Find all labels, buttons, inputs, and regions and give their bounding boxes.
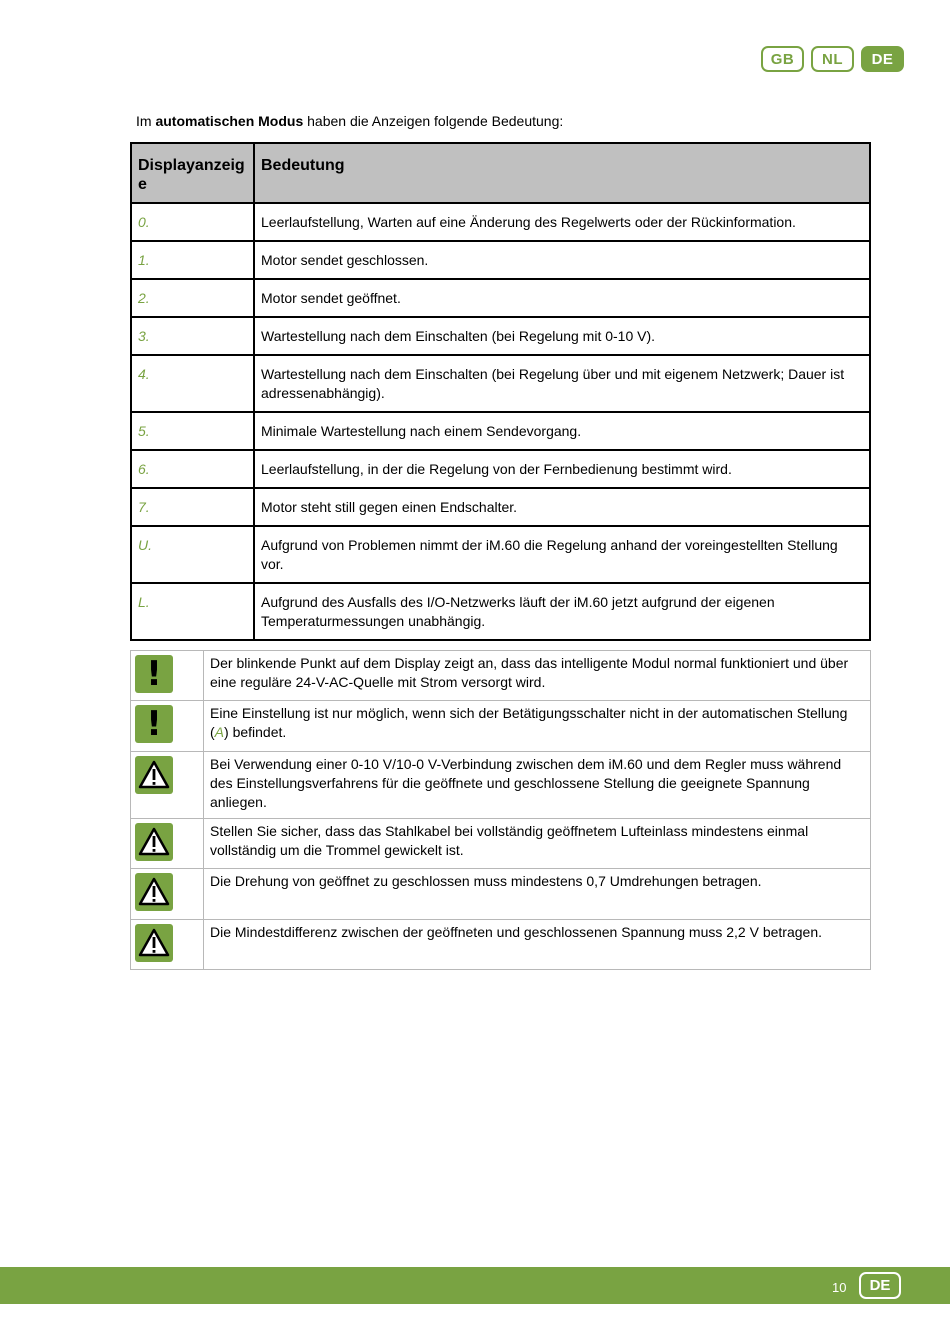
page-number: 10 [832,1280,847,1295]
note-icon-cell [131,819,204,869]
note-text-before: Eine Einstellung ist nur möglich, wenn sich der Betätigungsschalter nicht in der automatischen Stellung ( [210,705,848,740]
display-meaning: Motor steht still gegen einen Endschalter. [254,488,870,526]
table-row [131,317,870,355]
table-row [131,412,870,450]
footer-language-tab: DE [859,1272,901,1299]
table-row [131,203,870,241]
table-row [131,488,870,526]
note-text: Stellen Sie sicher, dass das Stahlkabel bei vollständig geöffnetem Lufteinlass mindestens einmal vollständig um die Trommel gewickelt ist. [204,819,871,869]
note-icon-cell [131,752,204,819]
exclamation-icon: ! [135,705,173,743]
table-header-row [131,143,870,203]
note-row [131,651,871,701]
note-row [131,920,871,970]
display-code: 0. [131,203,254,241]
display-meaning: Minimale Wartestellung nach einem Sendevorgang. [254,412,870,450]
table-row [131,583,870,640]
note-row [131,752,871,819]
note-text-after: ) befindet. [224,724,287,740]
warning-triangle-icon [135,823,173,861]
display-code: L. [131,583,254,640]
lang-tab-nl[interactable]: NL [811,46,854,72]
display-meaning-table [130,142,871,641]
display-code: U. [131,526,254,583]
display-code: 3. [131,317,254,355]
intro-text [136,113,563,129]
display-code: 1. [131,241,254,279]
display-meaning: Aufgrund von Problemen nimmt der iM.60 die Regelung anhand der voreingestellten Stellung vor. [254,526,870,583]
note-row [131,869,871,920]
table-row [131,241,870,279]
warning-triangle-icon [135,756,173,794]
note-text: Der blinkende Punkt auf dem Display zeigt an, dass das intelligente Modul normal funktioniert und über eine reguläre 24-V-AC-Quelle mit Strom versorgt wird. [204,651,871,701]
note-text [204,701,871,752]
note-icon-cell [131,651,204,701]
display-code: 4. [131,355,254,412]
table-row [131,355,870,412]
warning-triangle-icon [135,873,173,911]
note-text: Die Mindestdifferenz zwischen der geöffneten und geschlossenen Spannung muss 2,2 V betragen. [204,920,871,970]
footer-bar [0,1267,950,1304]
display-meaning: Wartestellung nach dem Einschalten (bei Regelung mit 0-10 V). [254,317,870,355]
intro-suffix: haben die Anzeigen folgende Bedeutung: [303,113,564,129]
intro-prefix: Im [136,113,156,129]
exclamation-icon: ! [135,655,173,693]
note-icon-cell [131,869,204,920]
display-code: 6. [131,450,254,488]
note-text: Bei Verwendung einer 0-10 V/10-0 V-Verbindung zwischen dem iM.60 und dem Regler muss während des Einstellungsverfahrens für die geöffnete und geschlossene Stellung die geeignete Spannung anliegen. [204,752,871,819]
table-row [131,450,870,488]
note-text: Die Drehung von geöffnet zu geschlossen muss mindestens 0,7 Umdrehungen betragen. [204,869,871,920]
table-row [131,526,870,583]
display-meaning: Leerlaufstellung, in der die Regelung von der Fernbedienung bestimmt wird. [254,450,870,488]
display-code: 7. [131,488,254,526]
note-row [131,819,871,869]
column-header-display: Displayanzeig e [131,143,254,203]
note-icon-cell [131,701,204,752]
display-meaning: Leerlaufstellung, Warten auf eine Änderung des Regelwerts oder der Rückinformation. [254,203,870,241]
table-row [131,279,870,317]
display-meaning: Motor sendet geöffnet. [254,279,870,317]
display-meaning: Wartestellung nach dem Einschalten (bei Regelung über und mit eigenem Netzwerk; Dauer ist adressenabhängig). [254,355,870,412]
column-header-meaning: Bedeutung [254,143,870,203]
language-switcher [761,46,904,72]
intro-bold: automatischen Modus [155,113,304,129]
display-code: 2. [131,279,254,317]
notes-table [130,650,871,970]
note-row [131,701,871,752]
note-text-emphasis: A [214,724,225,740]
note-icon-cell [131,920,204,970]
warning-triangle-icon [135,924,173,962]
lang-tab-gb[interactable]: GB [761,46,804,72]
display-meaning: Aufgrund des Ausfalls des I/O-Netzwerks läuft der iM.60 jetzt aufgrund der eigenen Temperaturmessungen unabhängig. [254,583,870,640]
display-meaning: Motor sendet geschlossen. [254,241,870,279]
display-code: 5. [131,412,254,450]
lang-tab-de[interactable]: DE [861,46,904,72]
